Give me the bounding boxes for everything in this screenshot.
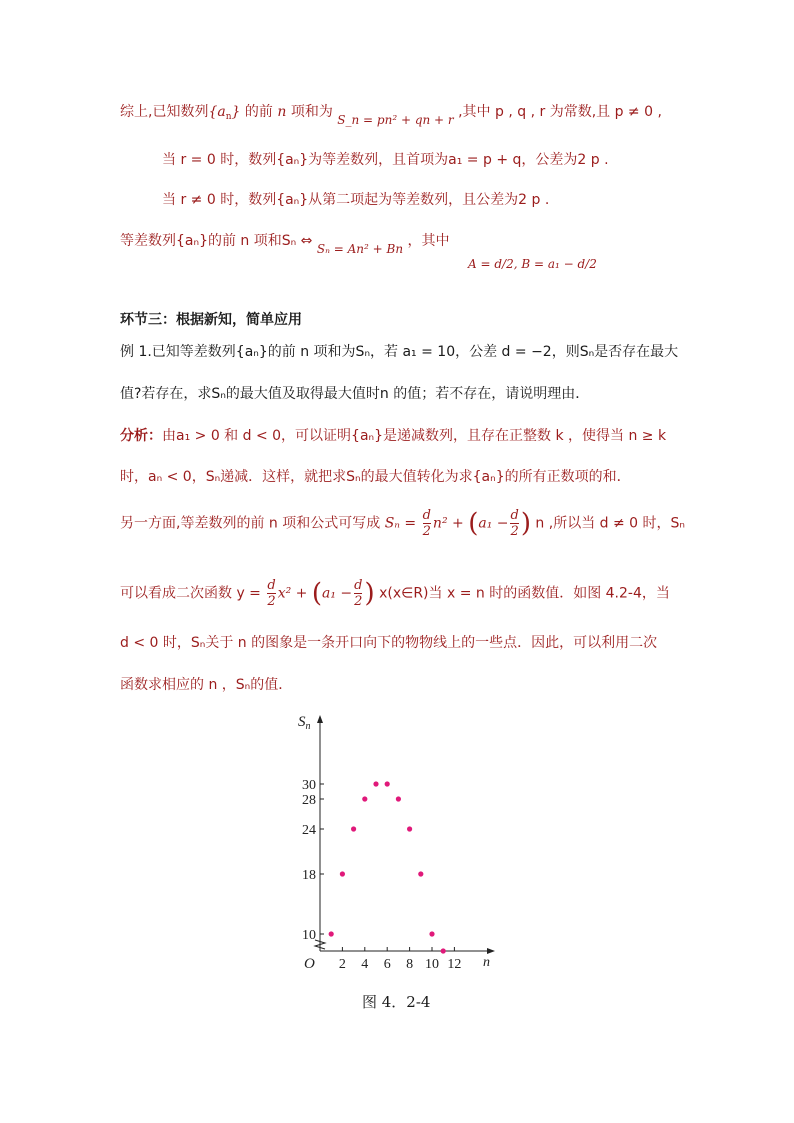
analysis-3c: n² +	[432, 515, 464, 532]
analysis-line-2: 时，aₙ < 0，Sₙ递减．这样，就把求Sₙ的最大值转化为求{aₙ}的所有正数项的和．	[120, 469, 631, 485]
analysis-label: 分析：	[120, 428, 162, 444]
x-tick-label: 6	[383, 957, 391, 972]
x-axis-label: n	[483, 955, 490, 970]
data-point	[340, 871, 345, 876]
a1-minus: a₁ −	[478, 515, 509, 532]
summary-mid: 的前	[244, 104, 273, 120]
data-point	[429, 931, 434, 936]
x-tick-label: 2	[338, 957, 346, 972]
x-tick-label: 8	[406, 957, 414, 972]
ab-formula: A = d/2, B = a₁ − d/2	[468, 257, 597, 271]
section-title: 环节三：根据新知，简单应用	[120, 312, 302, 328]
y-tick-label: 28	[302, 793, 316, 808]
analysis-3b: Sₙ =	[384, 515, 417, 532]
fraction-d-over-2-b	[510, 508, 518, 539]
x-axis-arrow	[487, 948, 495, 954]
case-r-nonzero: 当 r ≠ 0 时，数列{aₙ}从第二项起为等差数列，且公差为2 p .	[162, 192, 550, 208]
frac-num: d	[422, 508, 431, 523]
origin-label: O	[304, 956, 315, 972]
figure-caption: 图 4．2-4	[362, 993, 431, 1011]
analysis-3a: 另一方面,等差数列的前 n 项和公式可写成	[120, 515, 381, 532]
data-point	[396, 796, 401, 801]
y-tick-label: 10	[302, 928, 316, 943]
example-line-1: 例 1.已知等差数列{aₙ}的前 n 项和为Sₙ，若 a₁ = 10，公差 d = −2，则Sₙ是否存在最大	[120, 344, 679, 360]
right-paren: )	[520, 508, 531, 539]
data-point	[418, 871, 423, 876]
analysis-line-1	[120, 426, 666, 446]
scatter-chart	[290, 708, 510, 978]
data-point	[329, 931, 334, 936]
equiv-line	[120, 231, 450, 256]
summary-line	[120, 102, 662, 127]
y-tick-label: 30	[302, 778, 316, 793]
seq-symbol	[208, 104, 240, 120]
case-r-zero: 当 r = 0 时，数列{aₙ}为等差数列，且首项为a₁ = p + q，公差为2 p .	[162, 152, 609, 168]
x-tick-label: 10	[425, 957, 439, 972]
a1-minus-2: a₁ −	[322, 585, 353, 602]
data-point	[407, 826, 412, 831]
analysis-line-6: 函数求相应的 n ，Sₙ的值．	[120, 677, 293, 693]
left-paren: (	[468, 508, 479, 539]
equiv-text: 等差数列{aₙ}的前 n 项和Sₙ ⇔	[120, 233, 313, 249]
data-point	[385, 781, 390, 786]
summary-sum-text: 项和为	[290, 104, 333, 120]
frac-den-c: 2	[267, 594, 276, 609]
fraction-d-over-2-d	[354, 578, 362, 609]
right-paren-2: )	[364, 578, 375, 609]
data-point	[362, 796, 367, 801]
summary-lead: 综上,已知数列	[120, 104, 209, 120]
y-axis-label: $S_n$	[298, 714, 311, 732]
x-tick-label: 4	[361, 957, 369, 972]
x-tick-label: 12	[447, 957, 462, 972]
frac-den-d: 2	[354, 594, 363, 609]
analysis-line-4	[120, 578, 670, 609]
y-axis-arrow	[317, 715, 323, 723]
equiv-where: ，其中	[407, 233, 450, 249]
data-point	[351, 826, 356, 831]
fraction-d-over-2	[423, 508, 431, 539]
data-point	[373, 781, 378, 786]
seq-close: }	[231, 104, 241, 120]
left-paren-2: (	[311, 578, 323, 609]
example-line-2: 值?若存在，求Sₙ的最大值及取得最大值时n 的值；若不存在，请说明理由．	[120, 386, 590, 402]
sum-formula: S_n = pn² + qn + r	[337, 113, 454, 127]
analysis-4b: x² +	[277, 585, 308, 602]
equiv-formula: Sₙ = An² + Bn	[316, 242, 404, 256]
analysis-4a: 可以看成二次函数 y =	[120, 585, 261, 602]
analysis-4c: x(x∈R)当 x = n 时的函数值．如图 4.2-4，当	[379, 585, 670, 602]
data-point	[441, 948, 446, 953]
frac-den: 2	[422, 524, 431, 539]
analysis-line-5: d < 0 时，Sₙ关于 n 的图象是一条开口向下的物物线上的一些点．因此，可以利用二次	[120, 635, 658, 651]
axis-break	[315, 940, 325, 949]
y-tick-label: 24	[302, 823, 316, 838]
y-tick-label: 18	[302, 868, 316, 883]
analysis-text-1: 由a₁ > 0 和 d < 0，可以证明{aₙ}是递减数列，且存在正整数 k ，使得当 n ≥ k	[162, 428, 667, 444]
n-symbol: n	[277, 104, 287, 120]
analysis-line-3	[120, 508, 685, 539]
summary-constants: ,其中 p , q , r 为常数,且 p ≠ 0 ,	[458, 104, 662, 120]
frac-num-c: d	[267, 578, 276, 593]
frac-num-d: d	[354, 578, 363, 593]
analysis-3d: n ,所以当 d ≠ 0 时，Sₙ	[535, 515, 685, 532]
frac-den-b: 2	[510, 524, 519, 539]
fraction-d-over-2-c	[267, 578, 275, 609]
seq-a: {a	[208, 104, 226, 120]
seq-sub: n	[225, 112, 232, 122]
frac-num-b: d	[510, 508, 519, 523]
